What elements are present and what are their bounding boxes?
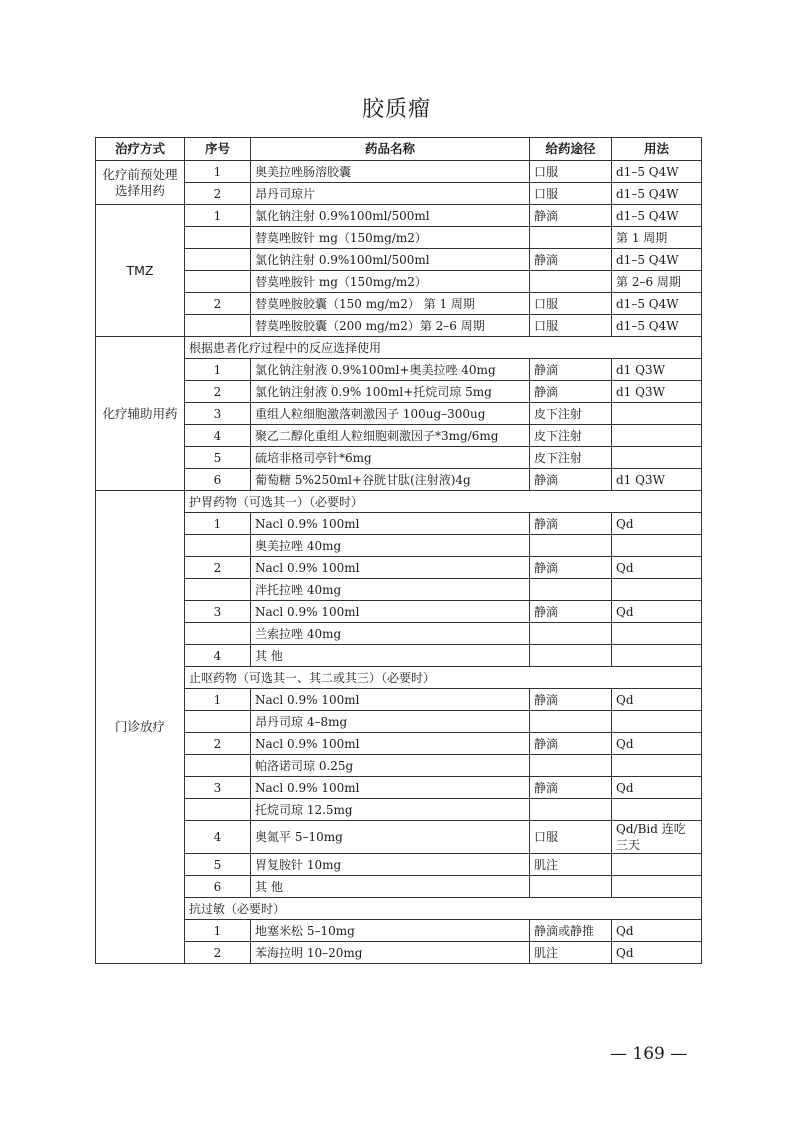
row-number: 2 <box>185 557 251 579</box>
route <box>530 711 612 733</box>
usage: Qd <box>612 689 702 711</box>
row-number: 2 <box>185 733 251 755</box>
table-row <box>96 942 702 964</box>
row-number: 1 <box>185 359 251 381</box>
route <box>530 799 612 821</box>
row-number: 1 <box>185 513 251 535</box>
drug-name: Nacl 0.9% 100ml <box>251 601 530 623</box>
page-number: — 169 — <box>610 1044 688 1064</box>
table-row <box>96 227 702 249</box>
row-number <box>185 579 251 601</box>
row-number: 1 <box>185 161 251 183</box>
section-row <box>96 491 702 513</box>
route: 静滴 <box>530 557 612 579</box>
table-row <box>96 557 702 579</box>
row-number: 6 <box>185 469 251 491</box>
table-row <box>96 293 702 315</box>
header-number: 序号 <box>185 138 251 161</box>
drug-name: 氯化钠注射液 0.9%100ml+奥美拉唑 40mg <box>251 359 530 381</box>
route <box>530 755 612 777</box>
drug-name: 替莫唑胺针 mg（150mg/m2） <box>251 227 530 249</box>
route <box>530 876 612 898</box>
table-header-row <box>96 138 702 161</box>
header-usage: 用法 <box>612 138 702 161</box>
drug-name: 地塞米松 5–10mg <box>251 920 530 942</box>
route: 静滴 <box>530 249 612 271</box>
table-row <box>96 579 702 601</box>
row-number: 2 <box>185 942 251 964</box>
usage <box>612 623 702 645</box>
table-row <box>96 161 702 183</box>
table-row <box>96 271 702 293</box>
table-row <box>96 645 702 667</box>
route: 皮下注射 <box>530 447 612 469</box>
table-row <box>96 876 702 898</box>
group-pretreatment: 化疗前预处理选择用药 <box>96 161 185 205</box>
drug-name: 氯化钠注射 0.9%100ml/500ml <box>251 249 530 271</box>
table-row <box>96 447 702 469</box>
drug-name: 昂丹司琼 4–8mg <box>251 711 530 733</box>
table-row <box>96 689 702 711</box>
table-row <box>96 733 702 755</box>
row-number: 5 <box>185 854 251 876</box>
row-number <box>185 711 251 733</box>
drug-name: 氯化钠注射 0.9%100ml/500ml <box>251 205 530 227</box>
row-number: 6 <box>185 876 251 898</box>
row-number: 4 <box>185 645 251 667</box>
route: 静滴 <box>530 205 612 227</box>
usage <box>612 425 702 447</box>
medication-table <box>95 137 702 964</box>
row-number: 5 <box>185 447 251 469</box>
route: 静滴 <box>530 601 612 623</box>
drug-name: 其 他 <box>251 645 530 667</box>
table-row <box>96 755 702 777</box>
header-treatment: 治疗方式 <box>96 138 185 161</box>
row-number: 4 <box>185 425 251 447</box>
section-row <box>96 337 702 359</box>
table-row <box>96 821 702 854</box>
usage: d1–5 Q4W <box>612 161 702 183</box>
drug-name: 兰索拉唑 40mg <box>251 623 530 645</box>
usage: d1–5 Q4W <box>612 249 702 271</box>
drug-name: 苯海拉明 10–20mg <box>251 942 530 964</box>
table-row <box>96 854 702 876</box>
route: 口服 <box>530 293 612 315</box>
drug-name: 硫培非格司亭针*6mg <box>251 447 530 469</box>
usage: Qd <box>612 601 702 623</box>
usage: d1–5 Q4W <box>612 183 702 205</box>
usage <box>612 876 702 898</box>
row-number <box>185 271 251 293</box>
table-row <box>96 601 702 623</box>
table-row <box>96 425 702 447</box>
route <box>530 271 612 293</box>
route: 皮下注射 <box>530 425 612 447</box>
usage: Qd <box>612 920 702 942</box>
table-row <box>96 711 702 733</box>
drug-name: 奥美拉唑肠溶胶囊 <box>251 161 530 183</box>
row-number: 4 <box>185 821 251 854</box>
drug-name: 氯化钠注射液 0.9% 100ml+托烷司琼 5mg <box>251 381 530 403</box>
usage <box>612 854 702 876</box>
usage <box>612 711 702 733</box>
drug-name: 葡萄糖 5%250ml+谷胱甘肽(注射液)4g <box>251 469 530 491</box>
drug-name: 重组人粒细胞激落刺激因子 100ug–300ug <box>251 403 530 425</box>
usage: d1–5 Q4W <box>612 293 702 315</box>
row-number: 3 <box>185 777 251 799</box>
usage: d1 Q3W <box>612 381 702 403</box>
header-route: 给药途径 <box>530 138 612 161</box>
route: 静滴或静推 <box>530 920 612 942</box>
table-row <box>96 205 702 227</box>
route: 口服 <box>530 821 612 854</box>
row-number <box>185 755 251 777</box>
row-number: 3 <box>185 601 251 623</box>
route: 静滴 <box>530 359 612 381</box>
usage <box>612 645 702 667</box>
usage: d1–5 Q4W <box>612 205 702 227</box>
table-row <box>96 359 702 381</box>
route <box>530 579 612 601</box>
usage <box>612 403 702 425</box>
usage: 第 1 周期 <box>612 227 702 249</box>
table-row <box>96 403 702 425</box>
route: 口服 <box>530 161 612 183</box>
drug-name: Nacl 0.9% 100ml <box>251 777 530 799</box>
drug-name: 替莫唑胺胶囊（200 mg/m2）第 2–6 周期 <box>251 315 530 337</box>
route <box>530 623 612 645</box>
table-row <box>96 249 702 271</box>
drug-name: 托烷司琼 12.5mg <box>251 799 530 821</box>
usage <box>612 579 702 601</box>
row-number: 3 <box>185 403 251 425</box>
drug-name: Nacl 0.9% 100ml <box>251 733 530 755</box>
usage: d1 Q3W <box>612 359 702 381</box>
page-title: 胶质瘤 <box>361 97 431 122</box>
row-number <box>185 249 251 271</box>
section-label: 抗过敏（必要时） <box>185 898 702 920</box>
row-number: 1 <box>185 205 251 227</box>
route: 皮下注射 <box>530 403 612 425</box>
route: 口服 <box>530 183 612 205</box>
usage: Qd <box>612 942 702 964</box>
drug-name: 帕洛诺司琼 0.25g <box>251 755 530 777</box>
section-row <box>96 667 702 689</box>
table-row <box>96 623 702 645</box>
table-row <box>96 799 702 821</box>
drug-name: 胃复胺针 10mg <box>251 854 530 876</box>
drug-name: Nacl 0.9% 100ml <box>251 513 530 535</box>
drug-name: 泮托拉唑 40mg <box>251 579 530 601</box>
route <box>530 227 612 249</box>
usage: Qd/Bid 连吃三天 <box>612 821 702 854</box>
drug-name: 替莫唑胺胶囊（150 mg/m2） 第 1 周期 <box>251 293 530 315</box>
route <box>530 535 612 557</box>
row-number: 2 <box>185 183 251 205</box>
section-label: 护胃药物（可选其一）（必要时） <box>185 491 702 513</box>
group-tmz: TMZ <box>96 205 185 337</box>
drug-name: 聚乙二醇化重组人粒细胞刺激因子*3mg/6mg <box>251 425 530 447</box>
group-outpatient-radiotherapy: 门诊放疗 <box>96 491 185 964</box>
table-row <box>96 469 702 491</box>
row-number: 2 <box>185 293 251 315</box>
usage <box>612 447 702 469</box>
route <box>530 645 612 667</box>
route: 肌注 <box>530 942 612 964</box>
route: 静滴 <box>530 689 612 711</box>
usage: d1–5 Q4W <box>612 315 702 337</box>
row-number <box>185 623 251 645</box>
row-number: 1 <box>185 689 251 711</box>
route: 静滴 <box>530 381 612 403</box>
row-number <box>185 227 251 249</box>
route: 静滴 <box>530 733 612 755</box>
table-row <box>96 535 702 557</box>
usage <box>612 755 702 777</box>
usage <box>612 535 702 557</box>
section-row <box>96 898 702 920</box>
table-row <box>96 315 702 337</box>
drug-name: Nacl 0.9% 100ml <box>251 557 530 579</box>
header-drug-name: 药品名称 <box>251 138 530 161</box>
usage: Qd <box>612 733 702 755</box>
table-row <box>96 513 702 535</box>
drug-name: 其 他 <box>251 876 530 898</box>
drug-name: 替莫唑胺针 mg（150mg/m2） <box>251 271 530 293</box>
table-row <box>96 183 702 205</box>
usage: Qd <box>612 557 702 579</box>
route: 静滴 <box>530 777 612 799</box>
route: 静滴 <box>530 469 612 491</box>
row-number <box>185 315 251 337</box>
route: 静滴 <box>530 513 612 535</box>
route: 肌注 <box>530 854 612 876</box>
usage: d1 Q3W <box>612 469 702 491</box>
row-number <box>185 535 251 557</box>
table-row <box>96 777 702 799</box>
row-number: 2 <box>185 381 251 403</box>
drug-name: 奥美拉唑 40mg <box>251 535 530 557</box>
row-number <box>185 799 251 821</box>
drug-name: 昂丹司琼片 <box>251 183 530 205</box>
drug-name: 奥氮平 5–10mg <box>251 821 530 854</box>
group-auxiliary: 化疗辅助用药 <box>96 337 185 491</box>
usage <box>612 799 702 821</box>
row-number: 1 <box>185 920 251 942</box>
section-label: 根据患者化疗过程中的反应选择使用 <box>185 337 702 359</box>
usage: 第 2–6 周期 <box>612 271 702 293</box>
table-row <box>96 381 702 403</box>
usage: Qd <box>612 513 702 535</box>
section-label: 止呕药物（可选其一、其二或其三）（必要时） <box>185 667 702 689</box>
usage: Qd <box>612 777 702 799</box>
route: 口服 <box>530 315 612 337</box>
drug-name: Nacl 0.9% 100ml <box>251 689 530 711</box>
table-row <box>96 920 702 942</box>
